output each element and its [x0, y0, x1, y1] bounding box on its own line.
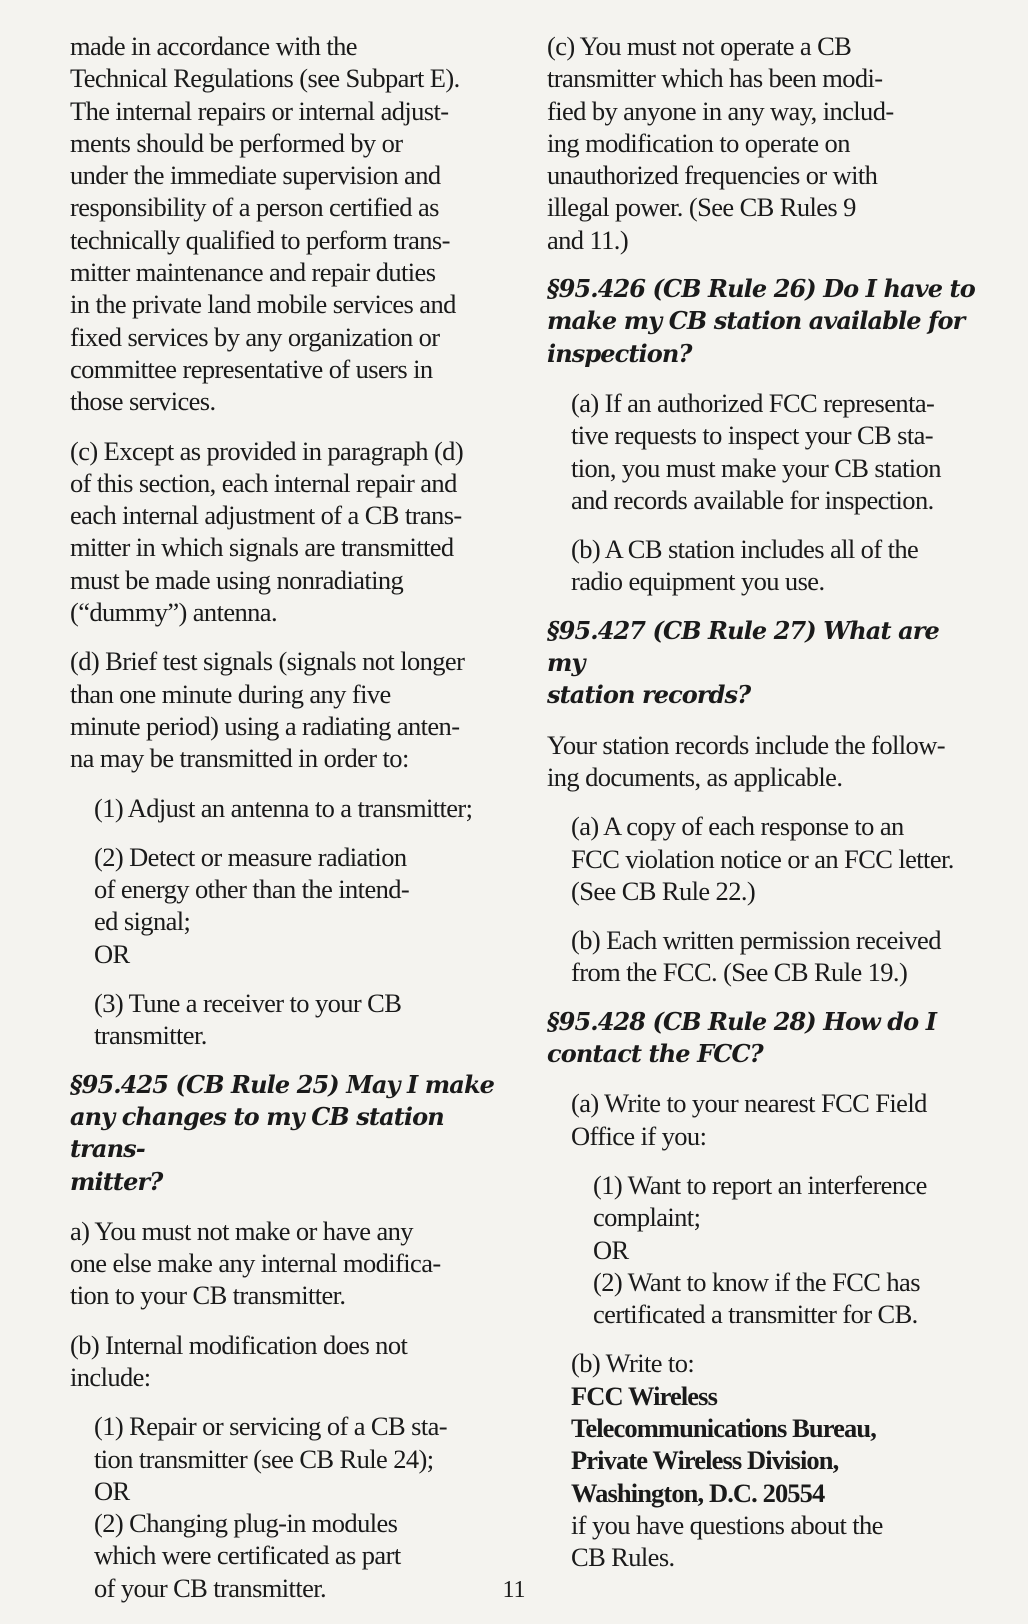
text-line: §95.428 (CB Rule 28) How do I	[547, 1006, 937, 1036]
text-line: (c) You must not operate a CB	[547, 31, 852, 61]
text-line: radio equipment you use.	[571, 566, 825, 597]
text-line: transmitter which has been modi-	[547, 63, 883, 94]
text-line: FCC Wireless	[571, 1380, 717, 1411]
text-line: which were certificated as part	[94, 1540, 401, 1571]
text-line: (b) Each written permission received	[571, 925, 941, 956]
text-line: certificated a transmitter for CB.	[593, 1299, 918, 1330]
section-heading-95-425	[70, 1069, 500, 1198]
text-line: (1) Want to report an interference	[593, 1169, 927, 1200]
rule26-item-a	[547, 387, 977, 516]
text-line: (2) Want to know if the FCC has	[593, 1266, 920, 1297]
rule27-item-b	[547, 924, 977, 989]
text-line: Technical Regulations (see Subpart E).	[70, 63, 460, 94]
text-line: if you have questions about the	[571, 1509, 883, 1540]
item-d2	[70, 841, 500, 970]
text-line: of this section, each internal repair and	[70, 467, 457, 498]
text-line: ing modification to operate on	[547, 127, 850, 158]
text-line: tive requests to inspect your CB sta-	[571, 420, 933, 451]
rule25-item-b	[70, 1329, 500, 1394]
rule25-item-a	[70, 1215, 500, 1312]
text-line: (b) Internal modification does not	[70, 1329, 408, 1360]
text-line: make my CB station available for	[547, 306, 965, 336]
paragraph-continuation	[70, 30, 500, 418]
text-line: OR	[593, 1234, 629, 1265]
text-line: ed signal;	[94, 906, 191, 937]
text-line: fied by anyone in any way, includ-	[547, 95, 894, 126]
rule26-item-b	[547, 533, 977, 598]
text-line: unauthorized frequencies or with	[547, 160, 878, 191]
text-line: responsibility of a person certified as	[70, 192, 439, 223]
text-line: station records?	[547, 680, 751, 710]
text-line: Telecommunications Bureau,	[571, 1412, 876, 1443]
text-line: those services.	[70, 386, 216, 417]
rule28-closing	[547, 1509, 977, 1574]
text-line: Private Wireless Division,	[571, 1445, 839, 1476]
text-line: illegal power. (See CB Rules 9	[547, 192, 856, 223]
text-line: (d) Brief test signals (signals not longer	[70, 646, 465, 677]
item-d3	[70, 987, 500, 1052]
item-d1	[70, 792, 500, 824]
fcc-mailing-address	[547, 1380, 977, 1509]
section-heading-95-426	[547, 273, 977, 370]
text-line: and 11.)	[547, 224, 629, 255]
text-line: a) You must not make or have any	[70, 1215, 413, 1246]
text-line: fixed services by any organization or	[70, 321, 440, 352]
text-line: of energy other than the intend-	[94, 874, 410, 905]
text-line: under the immediate supervision and	[70, 160, 441, 191]
text-line: committee representative of users in	[70, 353, 433, 384]
text-line: (“dummy”) antenna.	[70, 597, 277, 628]
rule27-item-a	[547, 810, 977, 907]
text-line: (c) Except as provided in paragraph (d)	[70, 435, 464, 466]
text-line: one else make any internal modifica-	[70, 1248, 441, 1279]
text-line: (a) Write to your nearest FCC Field	[571, 1088, 927, 1119]
text-line: (2) Detect or measure radiation	[94, 841, 407, 872]
text-line: any changes to my CB station trans-	[70, 1101, 444, 1164]
text-line: mitter maintenance and repair duties	[70, 257, 436, 288]
text-line: mitter?	[70, 1166, 163, 1196]
right-column	[547, 30, 977, 1573]
text-line: ments should be performed by or	[70, 127, 403, 158]
text-line: FCC violation notice or an FCC letter.	[571, 843, 954, 874]
text-line: OR	[94, 1475, 130, 1506]
text-line: each internal adjustment of a CB trans-	[70, 500, 462, 531]
paragraph-d	[70, 645, 500, 774]
text-line: technically qualified to perform trans-	[70, 224, 450, 255]
text-line: (b) A CB station includes all of the	[571, 534, 919, 565]
text-line: contact the FCC?	[547, 1039, 763, 1069]
text-line: in the private land mobile services and	[70, 289, 456, 320]
text-line: (3) Tune a receiver to your CB	[94, 988, 402, 1019]
text-line: §95.426 (CB Rule 26) Do I have to	[547, 274, 975, 304]
text-line: OR	[94, 938, 130, 969]
rule27-intro	[547, 729, 977, 794]
text-line: The internal repairs or internal adjust-	[70, 95, 449, 126]
text-line: CB Rules.	[571, 1542, 675, 1573]
text-line: (1) Adjust an antenna to a transmitter;	[94, 792, 473, 823]
text-line: (1) Repair or servicing of a CB sta-	[94, 1411, 447, 1442]
text-line: inspection?	[547, 338, 692, 368]
text-line: transmitter.	[94, 1020, 207, 1051]
text-line: include:	[70, 1361, 151, 1392]
text-line: complaint;	[593, 1202, 701, 1233]
rule28-item-b	[547, 1347, 977, 1379]
text-line: of your CB transmitter.	[94, 1572, 327, 1603]
rule25-item-c	[547, 30, 977, 256]
text-line: and records available for inspection.	[571, 484, 934, 515]
text-line: Your station records include the follow-	[547, 729, 945, 760]
page-number: 11	[502, 1577, 526, 1603]
text-line: tion to your CB transmitter.	[70, 1280, 346, 1311]
text-line: minute period) using a radiating anten-	[70, 710, 460, 741]
text-line: §95.427 (CB Rule 27) What are my	[547, 615, 939, 678]
text-line: na may be transmitted in order to:	[70, 743, 409, 774]
text-line: (b) Write to:	[571, 1348, 695, 1379]
text-line: made in accordance with the	[70, 31, 357, 61]
text-line: (a) If an authorized FCC representa-	[571, 387, 935, 418]
left-column	[70, 30, 500, 1604]
text-line: Washington, D.C. 20554	[571, 1477, 825, 1508]
text-line: tion, you must make your CB station	[571, 452, 941, 483]
text-line: must be made using nonradiating	[70, 564, 404, 595]
text-line: (a) A copy of each response to an	[571, 811, 904, 842]
text-line: Office if you:	[571, 1120, 707, 1151]
paragraph-c	[70, 435, 500, 629]
text-line: from the FCC. (See CB Rule 19.)	[571, 957, 908, 988]
text-line: mitter in which signals are transmitted	[70, 532, 454, 563]
text-line: than one minute during any five	[70, 678, 391, 709]
rule28-item-a-subitems	[547, 1169, 977, 1330]
text-line: (See CB Rule 22.)	[571, 875, 756, 906]
section-heading-95-428	[547, 1006, 977, 1071]
text-line: tion transmitter (see CB Rule 24);	[94, 1443, 434, 1474]
text-line: ing documents, as applicable.	[547, 761, 843, 792]
rule28-item-a	[547, 1087, 977, 1152]
text-line: §95.425 (CB Rule 25) May I make	[70, 1069, 495, 1099]
text-line: (2) Changing plug-in modules	[94, 1508, 398, 1539]
section-heading-95-427	[547, 615, 977, 712]
